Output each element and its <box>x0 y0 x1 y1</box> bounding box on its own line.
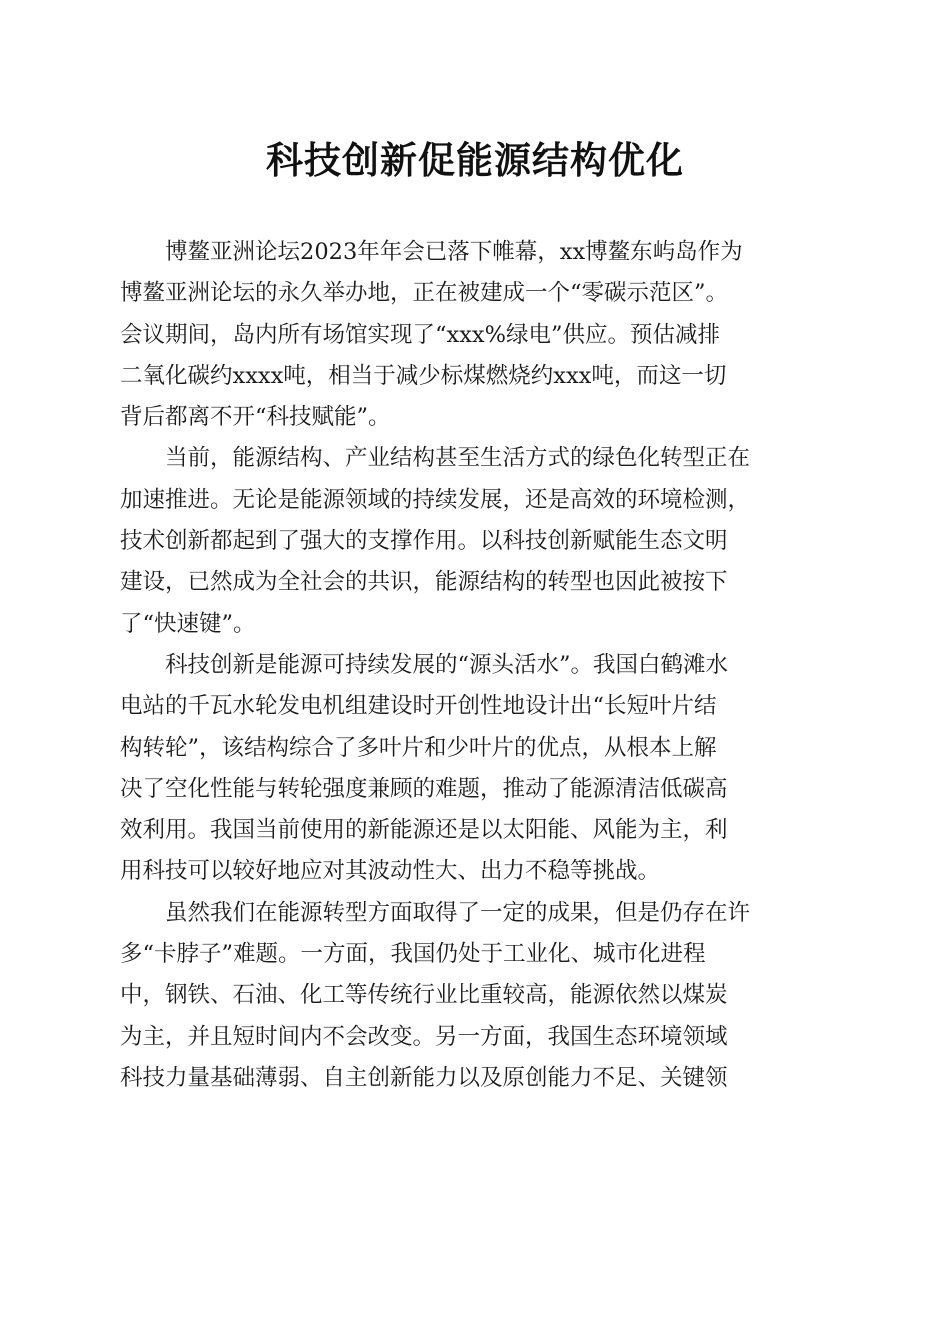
paragraph-line: 了“快速键”。 <box>120 610 256 637</box>
paragraph-3 <box>120 645 832 893</box>
paragraph-line: 为主，并且短时间内不会改变。另一方面，我国生态环境领域 <box>120 1023 728 1050</box>
paragraph-line: 技术创新都起到了强大的支撑作用。以科技创新赋能生态文明 <box>120 528 728 555</box>
document-title: 科技创新促能源结构优化 <box>266 138 684 182</box>
paragraph-line: 科技力量基础薄弱、自主创新能力以及原创能力不足、关键领 <box>120 1064 728 1091</box>
paragraph-line: 建设，已然成为全社会的共识，能源结构的转型也因此被按下 <box>120 569 728 596</box>
paragraph-line: 博鳌亚洲论坛2023年年会已落下帷幕，xx博鳌东屿岛作为 <box>165 239 743 265</box>
paragraph-line: 多“卡脖子”难题。一方面，我国仍处于工业化、城市化进程 <box>120 941 706 968</box>
paragraph-line: 会议期间，岛内所有场馆实现了“xxx%绿电”供应。预估减排 <box>120 321 720 348</box>
paragraph-line: 博鳌亚洲论坛的永久举办地，正在被建成一个“零碳示范区”。 <box>120 280 729 307</box>
paragraph-2 <box>120 438 832 644</box>
document-body <box>120 232 832 1099</box>
paragraph-line: 效利用。我国当前使用的新能源还是以太阳能、风能为主，利 <box>120 817 728 844</box>
paragraph-line: 加速推进。无论是能源领域的持续发展，还是高效的环境检测， <box>120 486 751 513</box>
paragraph-4 <box>120 893 832 1099</box>
paragraph-line: 中，钢铁、石油、化工等传统行业比重较高，能源依然以煤炭 <box>120 982 728 1009</box>
paragraph-line: 决了空化性能与转轮强度兼顾的难题，推动了能源清洁低碳高 <box>120 775 728 802</box>
paragraph-1 <box>120 232 832 438</box>
paragraph-line: 构转轮”，该结构综合了多叶片和少叶片的优点，从根本上解 <box>120 734 717 761</box>
paragraph-line: 电站的千瓦水轮发电机组建设时开创性地设计出“长短叶片结 <box>120 693 717 720</box>
paragraph-line: 二氧化碳约xxxx吨，相当于减少标煤燃烧约xxx吨，而这一切 <box>120 362 727 389</box>
paragraph-line: 用科技可以较好地应对其波动性大、出力不稳等挑战。 <box>120 858 661 885</box>
paragraph-line: 背后都离不开“科技赋能”。 <box>120 404 391 431</box>
paragraph-line: 科技创新是能源可持续发展的“源头活水”。我国白鹤滩水 <box>165 651 729 678</box>
paragraph-line: 虽然我们在能源转型方面取得了一定的成果，但是仍存在许 <box>165 899 751 926</box>
paragraph-line: 当前，能源结构、产业结构甚至生活方式的绿色化转型正在 <box>165 445 751 472</box>
